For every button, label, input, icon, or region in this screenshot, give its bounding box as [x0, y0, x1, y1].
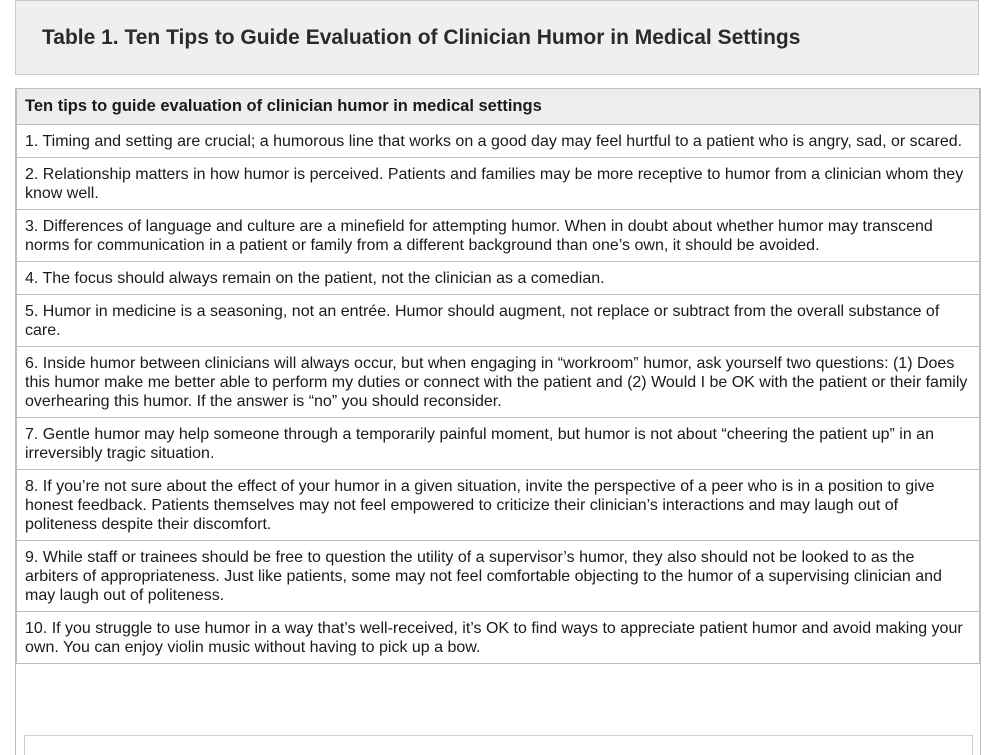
- tip-cell-5: 5. Humor in medicine is a seasoning, not an entrée. Humor should augment, not replace or subtract from the overall substance of care.: [17, 295, 980, 347]
- table-title: Table 1. Ten Tips to Guide Evaluation of Clinician Humor in Medical Settings: [42, 26, 801, 49]
- table-row: [17, 418, 980, 470]
- tips-table: [16, 88, 980, 664]
- table-container: [15, 88, 981, 755]
- table-row: [17, 158, 980, 210]
- tip-cell-6: 6. Inside humor between clinicians will always occur, but when engaging in “workroom” humor, ask yourself two questions: (1) Does this humor make me better able to perform my duties or connect with the patient and (2) Would I be OK with the patient or their family overhearing this humor. If the answer is “no” you should reconsider.: [17, 347, 980, 418]
- tip-cell-2: 2. Relationship matters in how humor is perceived. Patients and families may be more receptive to humor from a clinician whom they know well.: [17, 158, 980, 210]
- tip-cell-9: 9. While staff or trainees should be free to question the utility of a supervisor’s humor, they also should not be looked to as the arbiters of appropriateness. Just like patients, some may not feel comfortable objecting to the humor of a supervising clinician and may laugh out of politeness.: [17, 541, 980, 612]
- table-header-row: [17, 89, 980, 125]
- title-box: [15, 0, 979, 75]
- table-row: [17, 347, 980, 418]
- table-row: [17, 541, 980, 612]
- table-row: [17, 210, 980, 262]
- tip-cell-7: 7. Gentle humor may help someone through a temporarily painful moment, but humor is not about “cheering the patient up” in an irreversibly tragic situation.: [17, 418, 980, 470]
- footer-box: [24, 735, 973, 755]
- tip-cell-1: 1. Timing and setting are crucial; a humorous line that works on a good day may feel hurtful to a patient who is angry, sad, or scared.: [17, 125, 980, 158]
- table-row: [17, 612, 980, 664]
- table-header-cell: Ten tips to guide evaluation of clinician humor in medical settings: [17, 89, 980, 125]
- table-row: [17, 125, 980, 158]
- table-row: [17, 295, 980, 347]
- table-row: [17, 470, 980, 541]
- table-row: [17, 262, 980, 295]
- tip-cell-8: 8. If you’re not sure about the effect of your humor in a given situation, invite the perspective of a peer who is in a position to give honest feedback. Patients themselves may not feel empowered to criticize their clinician’s interactions and may laugh out of politeness despite their discomfort.: [17, 470, 980, 541]
- tip-cell-4: 4. The focus should always remain on the patient, not the clinician as a comedian.: [17, 262, 980, 295]
- tip-cell-10: 10. If you struggle to use humor in a way that’s well-received, it’s OK to find ways to appreciate patient humor and avoid making your own. You can enjoy violin music without having to pick up a bow.: [17, 612, 980, 664]
- tip-cell-3: 3. Differences of language and culture are a minefield for attempting humor. When in doubt about whether humor may transcend norms for communication in a patient or family from a different background than one’s own, it should be avoided.: [17, 210, 980, 262]
